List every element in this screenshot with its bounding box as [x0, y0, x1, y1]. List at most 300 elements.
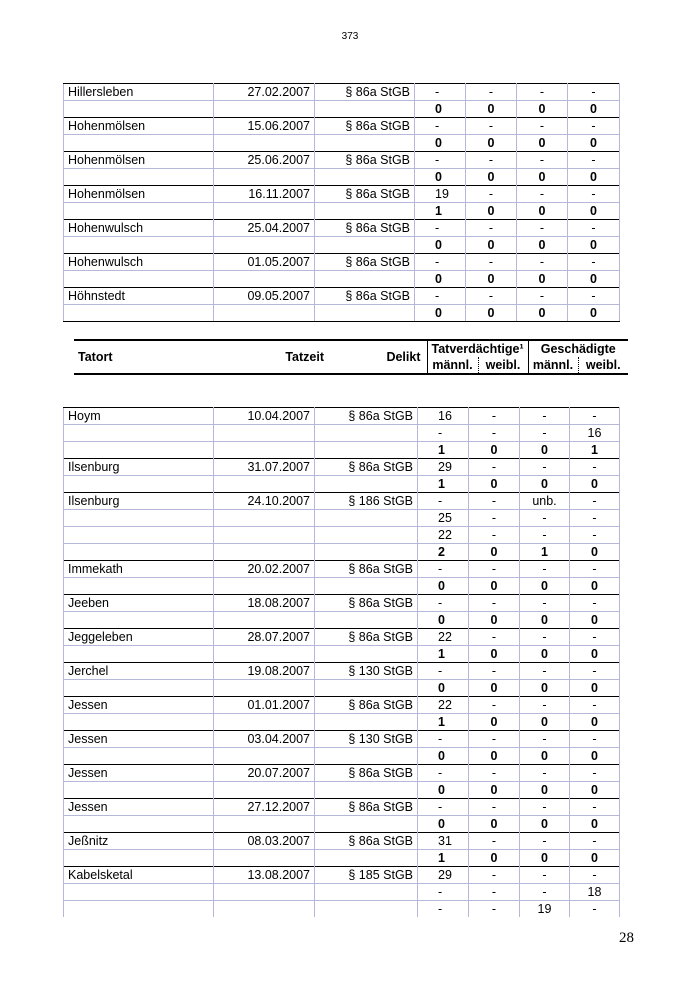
- record-detail-row: [64, 510, 620, 527]
- cell-tv-weibl: 0: [469, 442, 520, 459]
- cell-g-maennl: 0: [520, 476, 570, 493]
- cell-tv-weibl: -: [469, 510, 520, 527]
- cell-tatzeit: [214, 203, 315, 220]
- cell-g-maennl: 0: [517, 169, 568, 186]
- cell-tv-weibl: -: [469, 731, 520, 748]
- header-weibl-victims: weibl.: [578, 357, 628, 374]
- cell-tv-maennl: -: [418, 765, 469, 782]
- record-row: [64, 118, 620, 135]
- cell-tatzeit: [214, 544, 315, 561]
- cell-g-maennl: -: [520, 663, 570, 680]
- cell-tatzeit: [214, 271, 315, 288]
- cell-tv-weibl: -: [466, 288, 517, 305]
- record-row: [64, 595, 620, 612]
- cell-tatzeit: 25.04.2007: [214, 220, 315, 237]
- cell-g-maennl: -: [520, 561, 570, 578]
- record-total-row: [64, 169, 620, 186]
- record-total-row: [64, 442, 620, 459]
- record-row: [64, 186, 620, 203]
- cell-tv-weibl: 0: [469, 748, 520, 765]
- cell-g-weibl: -: [570, 867, 620, 884]
- cell-tv-weibl: -: [469, 799, 520, 816]
- cell-tatzeit: [214, 442, 315, 459]
- cell-g-maennl: 0: [517, 305, 568, 322]
- record-total-row: [64, 782, 620, 799]
- record-total-row: [64, 271, 620, 288]
- cell-tatort: [64, 169, 214, 186]
- cell-tv-weibl: -: [466, 118, 517, 135]
- cell-tv-weibl: 0: [469, 544, 520, 561]
- cell-tatort: [64, 680, 214, 697]
- cell-tatort: Hohenwulsch: [64, 254, 214, 271]
- cell-g-weibl: 0: [570, 748, 620, 765]
- cell-delikt: [315, 237, 415, 254]
- cell-tatort: [64, 816, 214, 833]
- record-row: [64, 765, 620, 782]
- cell-tv-maennl: 22: [418, 629, 469, 646]
- cell-delikt: § 86a StGB: [315, 186, 415, 203]
- cell-g-maennl: 0: [517, 271, 568, 288]
- cell-tatort: Hoym: [64, 408, 214, 425]
- cell-tatzeit: [214, 237, 315, 254]
- cell-tatort: [64, 101, 214, 118]
- cell-delikt: [315, 714, 418, 731]
- cell-tv-weibl: -: [469, 595, 520, 612]
- cell-tatort: Ilsenburg: [64, 493, 214, 510]
- cell-delikt: [315, 305, 415, 322]
- cell-tatort: Hohenwulsch: [64, 220, 214, 237]
- cell-g-weibl: 0: [568, 237, 620, 254]
- cell-tatort: [64, 646, 214, 663]
- record-row: [64, 561, 620, 578]
- cell-tatzeit: 19.08.2007: [214, 663, 315, 680]
- header-tatverdaechtige: Tatverdächtige¹: [427, 340, 528, 357]
- cell-tv-maennl: -: [415, 220, 466, 237]
- cell-tatort: Jessen: [64, 697, 214, 714]
- cell-delikt: [315, 135, 415, 152]
- record-detail-row: [64, 425, 620, 442]
- cell-tv-weibl: -: [469, 493, 520, 510]
- cell-g-maennl: 0: [520, 714, 570, 731]
- cell-delikt: § 86a StGB: [315, 254, 415, 271]
- cell-g-maennl: -: [520, 425, 570, 442]
- cell-delikt: [315, 782, 418, 799]
- cell-tatort: [64, 237, 214, 254]
- cell-delikt: § 130 StGB: [315, 731, 418, 748]
- cell-tv-maennl: 0: [418, 816, 469, 833]
- cell-g-maennl: 0: [517, 101, 568, 118]
- cell-tatzeit: [214, 714, 315, 731]
- cell-g-maennl: 0: [520, 782, 570, 799]
- cell-tatzeit: 15.06.2007: [214, 118, 315, 135]
- cell-tv-weibl: -: [469, 629, 520, 646]
- cell-tatort: [64, 714, 214, 731]
- cell-g-maennl: 0: [520, 680, 570, 697]
- cell-g-maennl: 1: [520, 544, 570, 561]
- cell-delikt: § 86a StGB: [315, 459, 418, 476]
- record-total-row: [64, 714, 620, 731]
- cell-g-weibl: -: [570, 833, 620, 850]
- cell-delikt: [315, 203, 415, 220]
- cell-delikt: [315, 646, 418, 663]
- record-row: [64, 84, 620, 101]
- cell-tv-maennl: -: [415, 118, 466, 135]
- record-row: [64, 629, 620, 646]
- record-row: [64, 867, 620, 884]
- cell-tatzeit: 03.04.2007: [214, 731, 315, 748]
- cell-tatzeit: [214, 169, 315, 186]
- cell-g-maennl: -: [520, 765, 570, 782]
- cell-tatzeit: 13.08.2007: [214, 867, 315, 884]
- cell-tv-weibl: -: [469, 833, 520, 850]
- record-detail-row: [64, 884, 620, 901]
- cell-g-maennl: -: [520, 867, 570, 884]
- cell-tatort: Hohenmölsen: [64, 152, 214, 169]
- cell-g-weibl: 1: [570, 442, 620, 459]
- cell-g-weibl: -: [570, 493, 620, 510]
- cell-tatzeit: 27.02.2007: [214, 84, 315, 101]
- cell-tv-maennl: -: [418, 425, 469, 442]
- cell-g-maennl: -: [520, 731, 570, 748]
- cell-g-weibl: 0: [570, 544, 620, 561]
- cell-tatort: [64, 884, 214, 901]
- cell-tatort: [64, 476, 214, 493]
- cell-tv-weibl: 0: [469, 782, 520, 799]
- cell-delikt: § 86a StGB: [315, 84, 415, 101]
- cell-tv-maennl: 0: [415, 271, 466, 288]
- cell-g-maennl: -: [520, 884, 570, 901]
- cell-tv-maennl: -: [415, 254, 466, 271]
- cell-tv-maennl: 0: [418, 612, 469, 629]
- cell-g-maennl: -: [517, 84, 568, 101]
- cell-tatort: Jerchel: [64, 663, 214, 680]
- cell-tv-maennl: 1: [418, 442, 469, 459]
- cell-delikt: [315, 850, 418, 867]
- cell-delikt: [315, 476, 418, 493]
- cell-tv-maennl: -: [415, 84, 466, 101]
- cell-g-weibl: 18: [570, 884, 620, 901]
- cell-tv-maennl: 31: [418, 833, 469, 850]
- record-total-row: [64, 135, 620, 152]
- cell-delikt: [315, 901, 418, 918]
- record-total-row: [64, 850, 620, 867]
- cell-tv-maennl: 2: [418, 544, 469, 561]
- cell-delikt: § 86a StGB: [315, 765, 418, 782]
- cell-tv-weibl: 0: [466, 237, 517, 254]
- cell-delikt: § 86a StGB: [315, 288, 415, 305]
- cell-tv-weibl: 0: [469, 578, 520, 595]
- cell-g-weibl: -: [570, 629, 620, 646]
- cell-tatzeit: 09.05.2007: [214, 288, 315, 305]
- cell-tv-maennl: -: [418, 799, 469, 816]
- cell-g-maennl: 0: [520, 816, 570, 833]
- cell-tv-maennl: 0: [418, 680, 469, 697]
- cell-tatzeit: [214, 578, 315, 595]
- cell-g-maennl: 0: [520, 850, 570, 867]
- cell-tatort: Hohenmölsen: [64, 186, 214, 203]
- cell-tv-weibl: -: [469, 459, 520, 476]
- cell-tatort: Immekath: [64, 561, 214, 578]
- cell-g-maennl: -: [517, 220, 568, 237]
- cell-delikt: § 86a StGB: [315, 833, 418, 850]
- cell-g-weibl: 0: [568, 135, 620, 152]
- cell-tatzeit: 18.08.2007: [214, 595, 315, 612]
- cell-tv-maennl: 0: [415, 135, 466, 152]
- cell-delikt: § 86a StGB: [315, 408, 418, 425]
- cell-tv-maennl: 19: [415, 186, 466, 203]
- cell-tatzeit: 27.12.2007: [214, 799, 315, 816]
- cell-g-weibl: -: [570, 408, 620, 425]
- cell-g-weibl: -: [568, 288, 620, 305]
- record-total-row: [64, 203, 620, 220]
- record-row: [64, 697, 620, 714]
- cell-g-weibl: -: [568, 186, 620, 203]
- cell-delikt: [315, 884, 418, 901]
- cell-tv-maennl: -: [418, 561, 469, 578]
- cell-tv-maennl: -: [418, 663, 469, 680]
- cell-tatzeit: [214, 748, 315, 765]
- cell-g-weibl: -: [570, 510, 620, 527]
- cell-tv-maennl: 1: [418, 646, 469, 663]
- page-number-bottom: 28: [619, 930, 634, 946]
- cell-tv-weibl: -: [469, 425, 520, 442]
- cell-tatort: [64, 544, 214, 561]
- cell-tatort: [64, 782, 214, 799]
- cell-g-weibl: -: [570, 799, 620, 816]
- cell-tv-maennl: -: [415, 288, 466, 305]
- cell-delikt: [315, 425, 418, 442]
- cell-delikt: [315, 578, 418, 595]
- cell-g-maennl: -: [520, 833, 570, 850]
- cell-tv-maennl: 0: [418, 578, 469, 595]
- cell-tatzeit: [214, 305, 315, 322]
- cell-delikt: § 86a StGB: [315, 152, 415, 169]
- cell-g-weibl: 0: [570, 578, 620, 595]
- cell-tatort: [64, 510, 214, 527]
- records-table-top: [63, 83, 620, 322]
- cell-tatzeit: [214, 510, 315, 527]
- cell-tv-maennl: -: [418, 731, 469, 748]
- cell-delikt: [315, 169, 415, 186]
- cell-tv-weibl: 0: [466, 305, 517, 322]
- cell-g-maennl: 0: [520, 646, 570, 663]
- cell-tv-weibl: 0: [466, 203, 517, 220]
- cell-tv-maennl: 22: [418, 697, 469, 714]
- cell-tatort: Jeeben: [64, 595, 214, 612]
- cell-g-weibl: -: [570, 697, 620, 714]
- cell-tatzeit: [214, 527, 315, 544]
- cell-g-weibl: -: [570, 561, 620, 578]
- cell-tv-weibl: 0: [469, 646, 520, 663]
- cell-g-maennl: 0: [517, 237, 568, 254]
- cell-g-maennl: -: [520, 459, 570, 476]
- cell-tatzeit: [214, 884, 315, 901]
- cell-tatort: Hillersleben: [64, 84, 214, 101]
- cell-tv-weibl: 0: [469, 850, 520, 867]
- record-total-row: [64, 816, 620, 833]
- cell-tatzeit: 01.01.2007: [214, 697, 315, 714]
- cell-g-weibl: 0: [568, 271, 620, 288]
- cell-g-weibl: -: [570, 663, 620, 680]
- record-total-row: [64, 680, 620, 697]
- cell-tatort: Jeßnitz: [64, 833, 214, 850]
- cell-tatort: [64, 850, 214, 867]
- record-total-row: [64, 748, 620, 765]
- cell-g-maennl: -: [520, 527, 570, 544]
- cell-tv-maennl: 1: [415, 203, 466, 220]
- record-row: [64, 493, 620, 510]
- cell-g-weibl: 0: [570, 476, 620, 493]
- cell-delikt: [315, 816, 418, 833]
- cell-g-weibl: -: [568, 220, 620, 237]
- cell-tv-maennl: 25: [418, 510, 469, 527]
- cell-g-weibl: -: [570, 901, 620, 918]
- cell-tatzeit: [214, 816, 315, 833]
- record-row: [64, 220, 620, 237]
- cell-g-weibl: 0: [568, 203, 620, 220]
- page-number-top: 373: [341, 31, 359, 42]
- cell-tv-weibl: -: [469, 884, 520, 901]
- cell-tv-weibl: -: [469, 867, 520, 884]
- cell-tv-weibl: 0: [469, 680, 520, 697]
- cell-tv-weibl: 0: [469, 816, 520, 833]
- cell-tv-weibl: -: [469, 663, 520, 680]
- cell-tv-weibl: -: [469, 527, 520, 544]
- cell-tatort: [64, 203, 214, 220]
- cell-g-weibl: -: [568, 118, 620, 135]
- cell-g-maennl: -: [520, 629, 570, 646]
- cell-g-weibl: 0: [570, 680, 620, 697]
- cell-tatzeit: 24.10.2007: [214, 493, 315, 510]
- cell-delikt: § 86a StGB: [315, 595, 418, 612]
- record-total-row: [64, 476, 620, 493]
- cell-tv-maennl: 22: [418, 527, 469, 544]
- cell-delikt: § 86a StGB: [315, 561, 418, 578]
- cell-tatzeit: [214, 782, 315, 799]
- cell-g-weibl: -: [570, 765, 620, 782]
- cell-tv-weibl: -: [469, 408, 520, 425]
- record-detail-row: [64, 901, 620, 918]
- column-header: [74, 339, 628, 375]
- cell-g-maennl: -: [517, 186, 568, 203]
- cell-g-maennl: -: [517, 118, 568, 135]
- cell-tv-maennl: -: [418, 884, 469, 901]
- cell-tatort: Hohenmölsen: [64, 118, 214, 135]
- cell-delikt: [315, 680, 418, 697]
- cell-tatort: Jeggeleben: [64, 629, 214, 646]
- cell-tatzeit: 25.06.2007: [214, 152, 315, 169]
- header-geschaedigte: Geschädigte: [528, 340, 628, 357]
- cell-g-weibl: 0: [570, 816, 620, 833]
- record-row: [64, 731, 620, 748]
- record-row: [64, 254, 620, 271]
- cell-g-weibl: -: [570, 459, 620, 476]
- cell-tatzeit: [214, 680, 315, 697]
- cell-g-weibl: 0: [570, 850, 620, 867]
- cell-tatzeit: 01.05.2007: [214, 254, 315, 271]
- cell-g-weibl: 0: [568, 101, 620, 118]
- cell-tv-maennl: -: [415, 152, 466, 169]
- cell-g-maennl: -: [520, 510, 570, 527]
- cell-tatort: [64, 135, 214, 152]
- header-maennl-suspects: männl.: [427, 357, 478, 374]
- cell-tv-weibl: -: [469, 697, 520, 714]
- cell-tv-weibl: -: [466, 84, 517, 101]
- cell-g-weibl: -: [568, 84, 620, 101]
- cell-tv-weibl: 0: [469, 714, 520, 731]
- cell-tv-maennl: -: [418, 595, 469, 612]
- cell-g-maennl: unb.: [520, 493, 570, 510]
- cell-tatort: [64, 271, 214, 288]
- cell-tv-weibl: 0: [469, 612, 520, 629]
- cell-tatzeit: [214, 101, 315, 118]
- cell-tv-maennl: 16: [418, 408, 469, 425]
- record-row: [64, 663, 620, 680]
- cell-g-maennl: 0: [520, 578, 570, 595]
- cell-g-weibl: 16: [570, 425, 620, 442]
- cell-delikt: § 185 StGB: [315, 867, 418, 884]
- cell-tatzeit: [214, 646, 315, 663]
- cell-g-maennl: 0: [520, 612, 570, 629]
- cell-tv-maennl: 0: [415, 237, 466, 254]
- header-maennl-victims: männl.: [528, 357, 578, 374]
- cell-g-weibl: 0: [570, 612, 620, 629]
- cell-delikt: [315, 442, 418, 459]
- record-row: [64, 799, 620, 816]
- cell-tv-maennl: -: [418, 493, 469, 510]
- cell-tatzeit: [214, 135, 315, 152]
- cell-tatzeit: [214, 425, 315, 442]
- cell-g-weibl: 0: [568, 169, 620, 186]
- record-row: [64, 152, 620, 169]
- record-row: [64, 459, 620, 476]
- cell-tv-maennl: 1: [418, 850, 469, 867]
- cell-g-maennl: -: [520, 595, 570, 612]
- cell-g-weibl: -: [570, 731, 620, 748]
- header-weibl-suspects: weibl.: [478, 357, 528, 374]
- cell-tv-maennl: 1: [418, 476, 469, 493]
- cell-delikt: [315, 612, 418, 629]
- cell-tatort: Jessen: [64, 731, 214, 748]
- cell-delikt: § 186 StGB: [315, 493, 418, 510]
- cell-g-weibl: 0: [570, 782, 620, 799]
- cell-g-weibl: 0: [570, 714, 620, 731]
- cell-g-maennl: -: [520, 408, 570, 425]
- cell-tatort: [64, 442, 214, 459]
- cell-delikt: [315, 510, 418, 527]
- cell-tv-maennl: 0: [418, 748, 469, 765]
- cell-tv-maennl: -: [418, 901, 469, 918]
- cell-tatort: Jessen: [64, 799, 214, 816]
- cell-tv-weibl: -: [466, 186, 517, 203]
- cell-tv-maennl: 0: [415, 101, 466, 118]
- cell-tv-weibl: 0: [466, 169, 517, 186]
- cell-g-weibl: -: [568, 152, 620, 169]
- cell-delikt: [315, 271, 415, 288]
- cell-delikt: § 86a StGB: [315, 799, 418, 816]
- cell-tv-weibl: 0: [469, 476, 520, 493]
- cell-delikt: [315, 101, 415, 118]
- cell-tv-weibl: -: [466, 152, 517, 169]
- cell-g-maennl: 0: [520, 748, 570, 765]
- record-total-row: [64, 544, 620, 561]
- cell-tatort: [64, 578, 214, 595]
- record-row: [64, 408, 620, 425]
- cell-g-maennl: 0: [517, 203, 568, 220]
- record-total-row: [64, 305, 620, 322]
- cell-g-weibl: -: [570, 527, 620, 544]
- cell-delikt: § 86a StGB: [315, 629, 418, 646]
